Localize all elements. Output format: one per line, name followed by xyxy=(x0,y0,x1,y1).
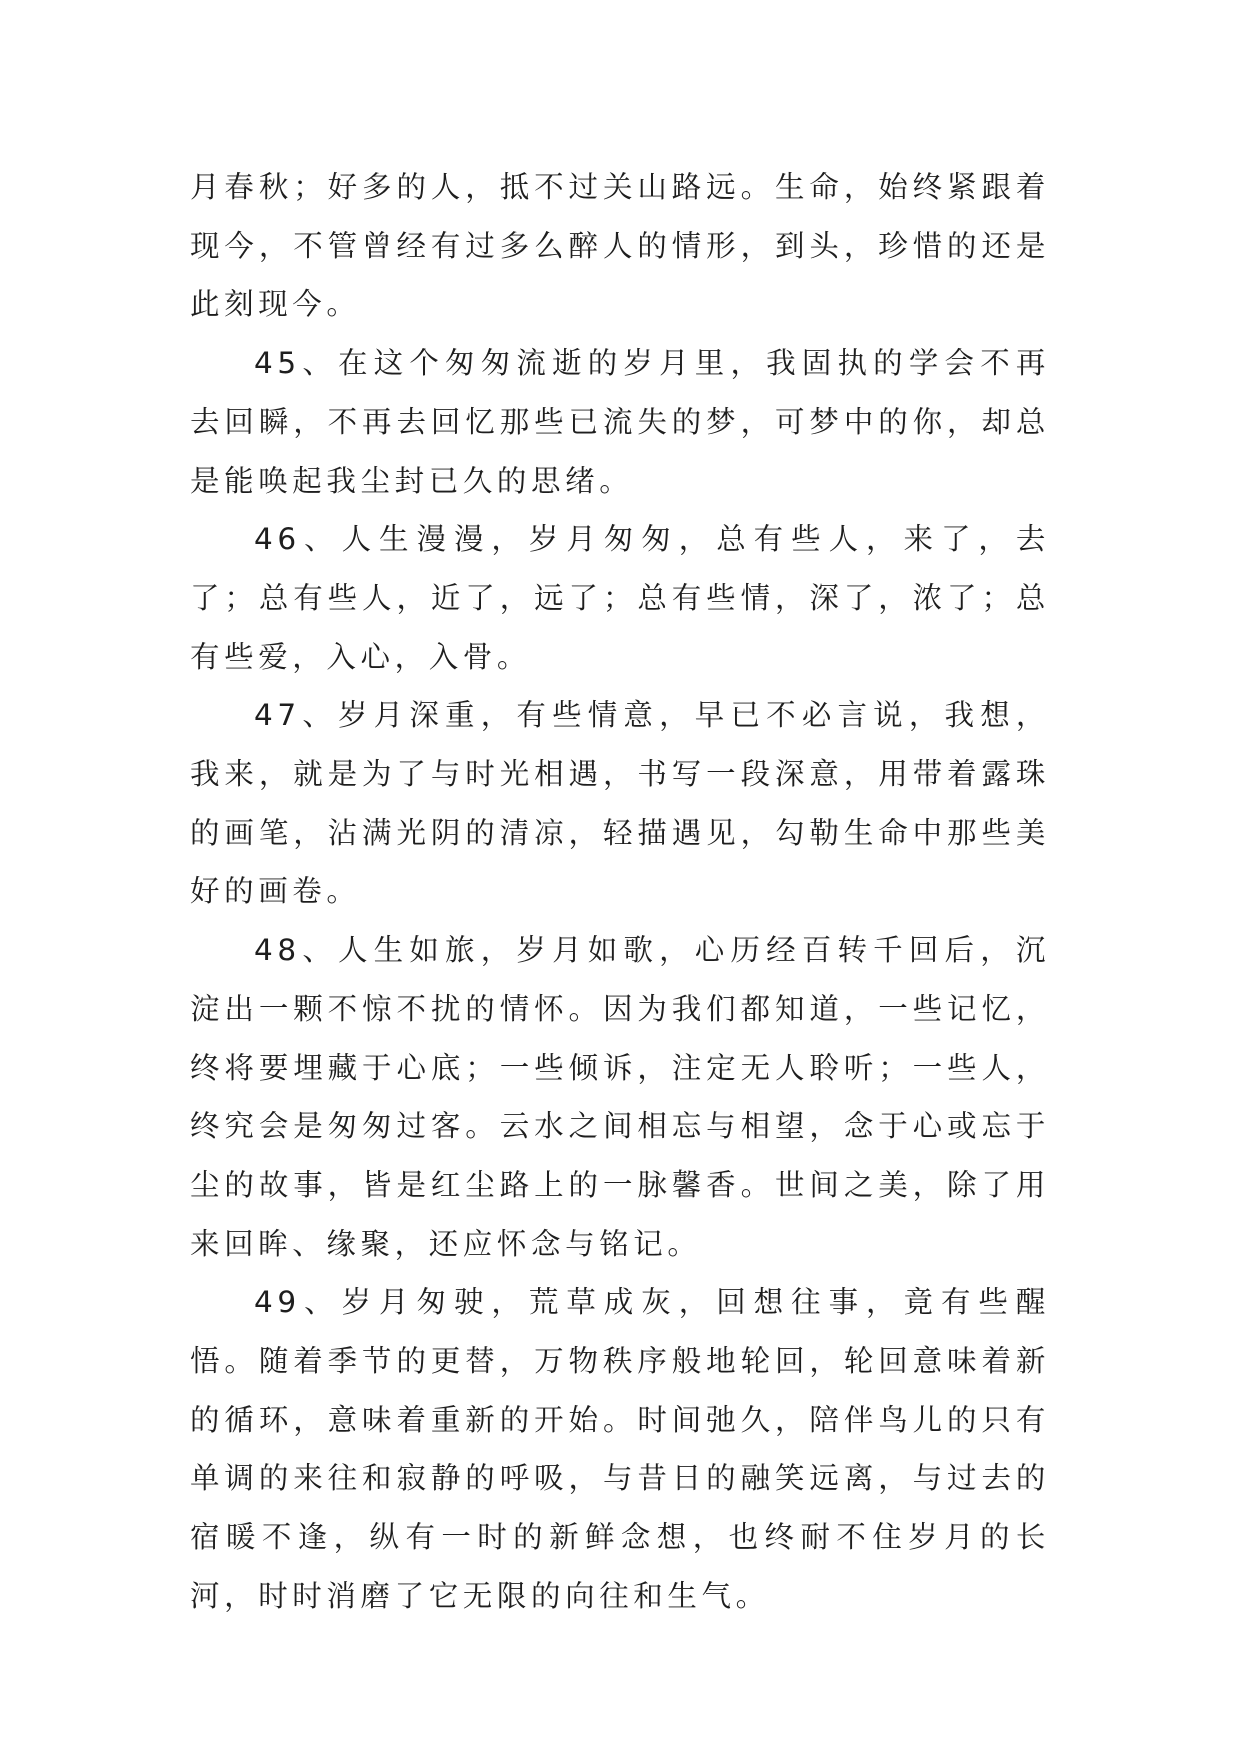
paragraph-47: 47、岁月深重，有些情意，早已不必言说，我想，我来，就是为了与时光相遇，书写一段深意，用带着露珠的画笔，沾满光阴的清凉，轻描遇见，勾勒生命中那些美好的画卷。 xyxy=(190,698,1050,909)
document-body xyxy=(190,158,1050,1626)
paragraph-46: 46、人生漫漫，岁月匆匆，总有些人，来了，去了；总有些人，近了，远了；总有些情，深了，浓了；总有些爱，入心，入骨。 xyxy=(190,522,1050,674)
paragraph-continued: 月春秋；好多的人，抵不过关山路远。生命，始终紧跟着现今，不管曾经有过多么醉人的情形，到头，珍惜的还是此刻现今。 xyxy=(190,170,1050,322)
paragraph-45: 45、在这个匆匆流逝的岁月里，我固执的学会不再去回瞬，不再去回忆那些已流失的梦，可梦中的你，却总是能唤起我尘封已久的思绪。 xyxy=(190,346,1050,498)
paragraph-48: 48、人生如旅，岁月如歌，心历经百转千回后，沉淀出一颗不惊不扰的情怀。因为我们都知道，一些记忆，终将要埋藏于心底；一些倾诉，注定无人聆听；一些人，终究会是匆匆过客。云水之间相忘与相望，念于心或忘于尘的故事，皆是红尘路上的一脉馨香。世间之美，除了用来回眸、缘聚，还应怀念与铭记。 xyxy=(190,933,1050,1261)
paragraph-49: 49、岁月匆驶，荒草成灰，回想往事，竟有些醒悟。随着季节的更替，万物秩序般地轮回，轮回意味着新的循环，意味着重新的开始。时间弛久，陪伴鸟儿的只有单调的来往和寂静的呼吸，与昔日的融笑远离，与过去的宿暖不逢，纵有一时的新鲜念想，也终耐不住岁月的长河，时时消磨了它无限的向往和生气。 xyxy=(190,1285,1050,1613)
